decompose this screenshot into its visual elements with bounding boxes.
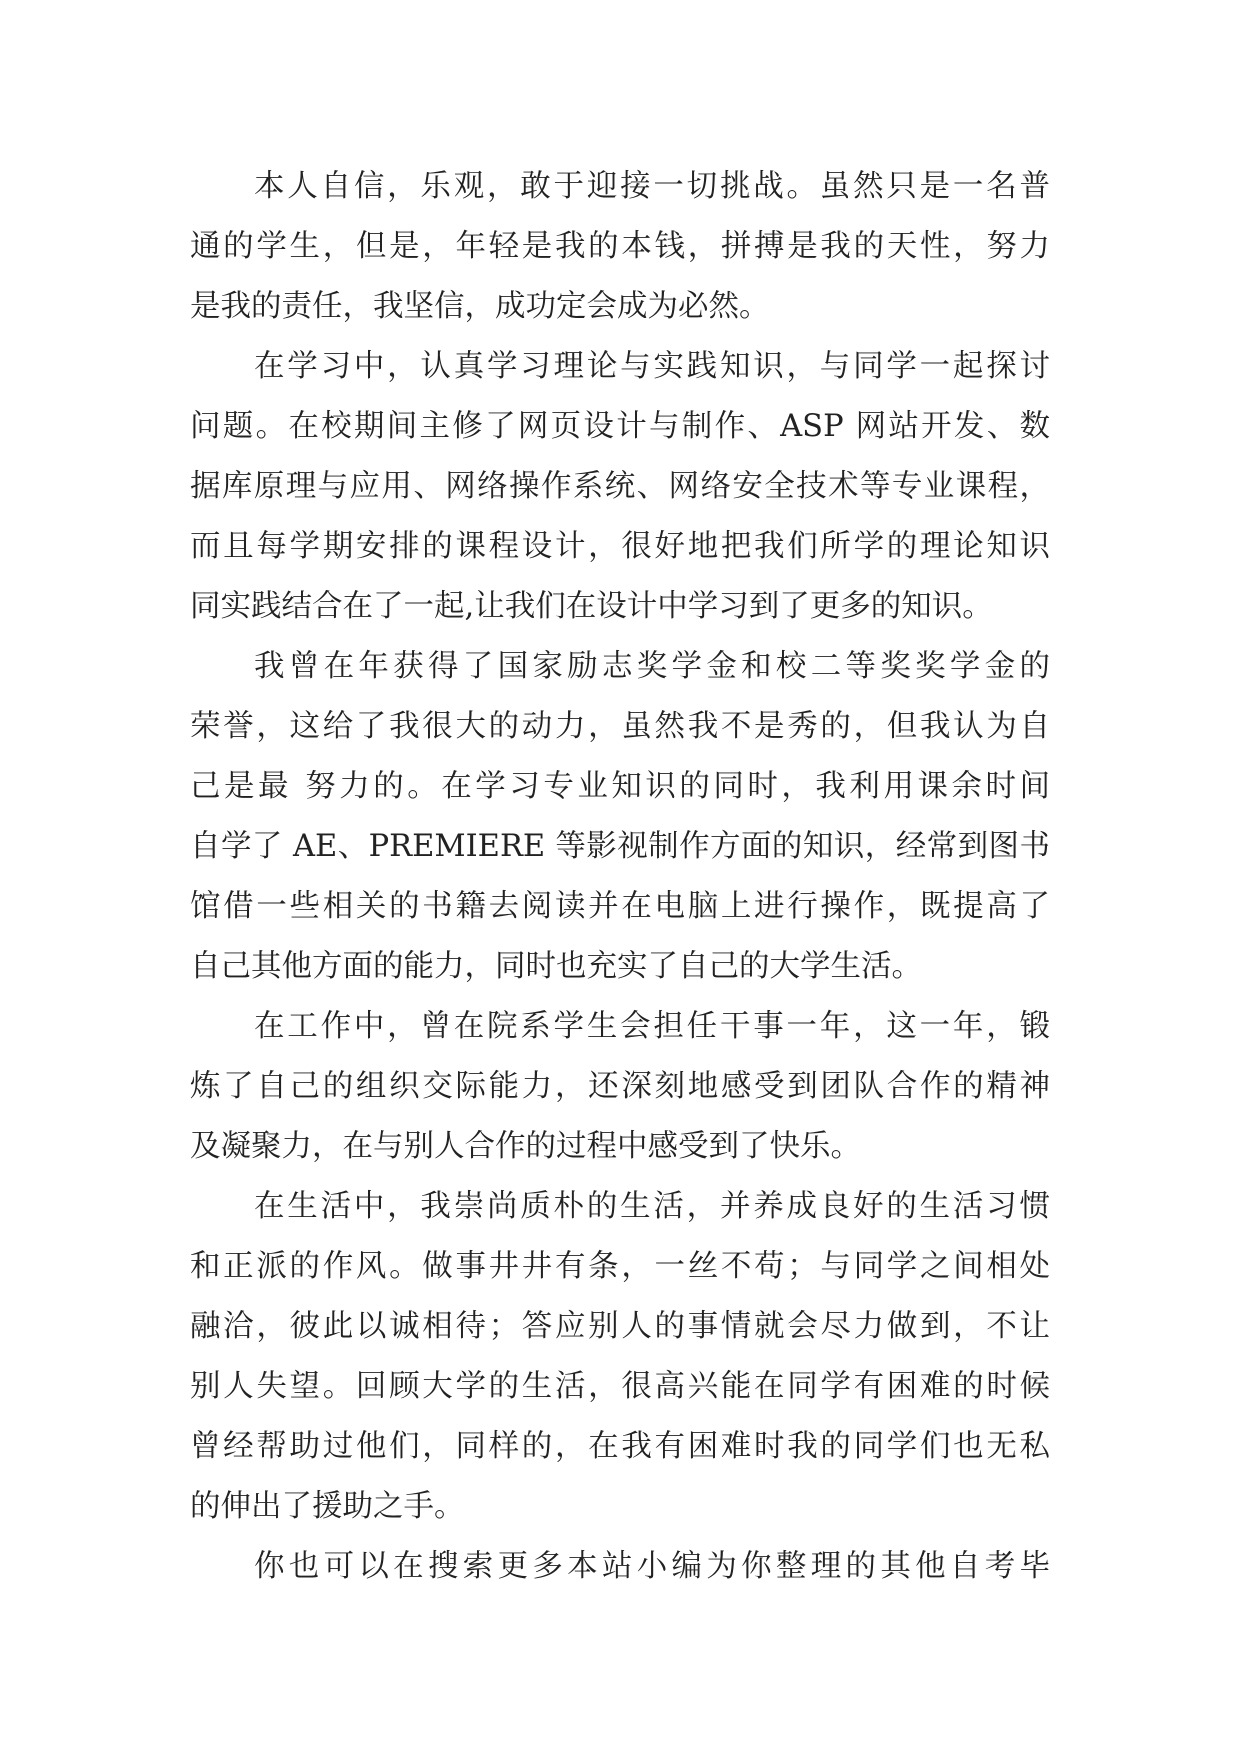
text-line: 曾经帮助过他们，同样的，在我有困难时我的同学们也无私 <box>190 1429 1050 1464</box>
text-line: 的伸出了援助之手。 <box>190 1489 465 1524</box>
text-line: 问题。在校期间主修了网页设计与制作、ASP 网站开发、数 <box>190 409 1050 444</box>
text-line: 己是最 努力的。在学习专业知识的同时，我利用课余时间 <box>190 769 1050 804</box>
text-line: 荣誉，这给了我很大的动力，虽然我不是秀的，但我认为自 <box>190 709 1050 744</box>
text-line: 通的学生，但是，年轻是我的本钱，拼搏是我的天性，努力 <box>190 229 1050 264</box>
text-line: 在生活中，我崇尚质朴的生活，并养成良好的生活习惯 <box>254 1189 1050 1224</box>
document-body <box>190 157 1050 1597</box>
text-line: 和正派的作风。做事井井有条，一丝不苟；与同学之间相处 <box>190 1249 1050 1284</box>
text-line: 馆借一些相关的书籍去阅读并在电脑上进行操作，既提高了 <box>190 889 1050 924</box>
paragraph-closing <box>190 1537 1050 1597</box>
paragraph-work <box>190 997 1050 1177</box>
text-line: 自己其他方面的能力，同时也充实了自己的大学生活。 <box>190 949 922 984</box>
text-line: 本人自信，乐观，敢于迎接一切挑战。虽然只是一名普 <box>254 169 1050 204</box>
text-line: 你也可以在搜索更多本站小编为你整理的其他自考毕 <box>254 1549 1050 1584</box>
text-line: 据库原理与应用、网络操作系统、网络安全技术等专业课程， <box>190 469 1050 504</box>
text-line: 同实践结合在了一起,让我们在设计中学习到了更多的知识。 <box>190 589 993 624</box>
text-line: 我曾在年获得了国家励志奖学金和校二等奖奖学金的 <box>254 649 1050 684</box>
text-line: 炼了自己的组织交际能力，还深刻地感受到团队合作的精神 <box>190 1069 1050 1104</box>
text-line: 自学了 AE、PREMIERE 等影视制作方面的知识，经常到图书 <box>190 829 1050 864</box>
paragraph-study <box>190 337 1050 637</box>
paragraph-life <box>190 1177 1050 1537</box>
paragraph-awards <box>190 637 1050 997</box>
text-line: 融洽，彼此以诚相待；答应别人的事情就会尽力做到，不让 <box>190 1309 1050 1344</box>
text-line: 是我的责任，我坚信，成功定会成为必然。 <box>190 289 770 324</box>
text-line: 在学习中，认真学习理论与实践知识，与同学一起探讨 <box>254 349 1050 384</box>
text-line: 及凝聚力，在与别人合作的过程中感受到了快乐。 <box>190 1129 861 1164</box>
text-line: 在工作中，曾在院系学生会担任干事一年，这一年，锻 <box>254 1009 1050 1044</box>
text-line: 而且每学期安排的课程设计，很好地把我们所学的理论知识 <box>190 529 1050 564</box>
paragraph-self-intro <box>190 157 1050 337</box>
text-line: 别人失望。回顾大学的生活，很高兴能在同学有困难的时候 <box>190 1369 1050 1404</box>
